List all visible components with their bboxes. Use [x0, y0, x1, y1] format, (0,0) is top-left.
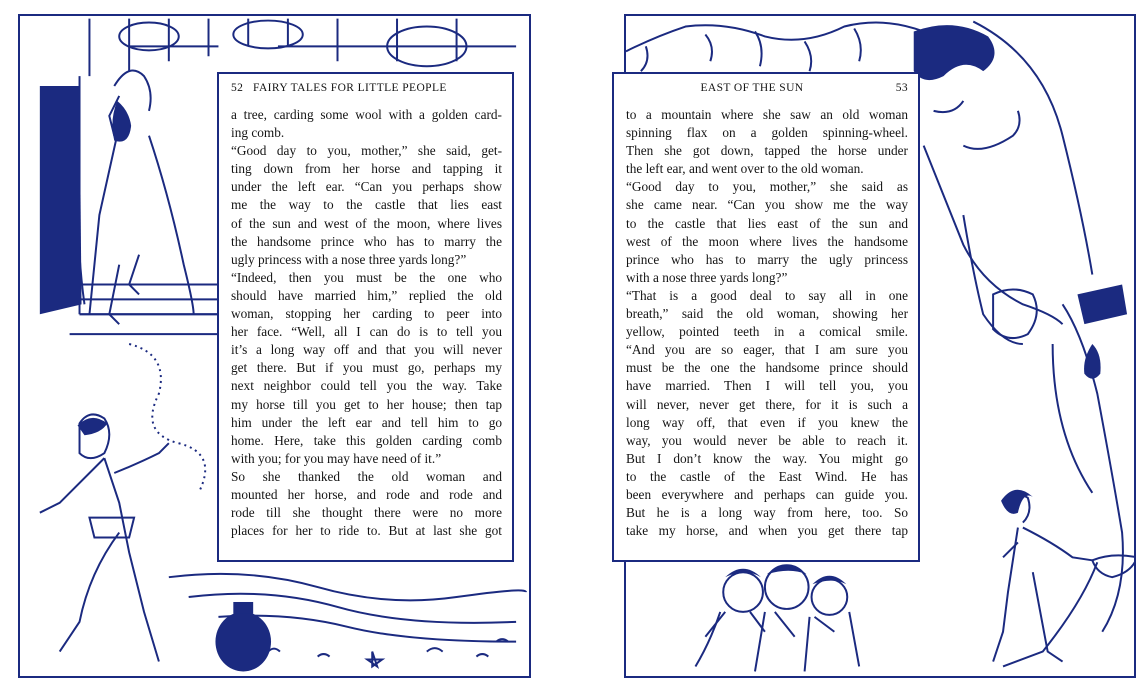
left-body-text: [231, 106, 502, 540]
running-head-title: EAST OF THE SUN: [700, 82, 804, 94]
text-line: spinning flax on a golden spinning-wheel.: [626, 125, 908, 141]
stone-wall-illustration: [89, 19, 516, 77]
text-line: breath,” said the old woman, showing her: [626, 306, 908, 322]
text-line: must be the one the handsome prince should: [626, 360, 908, 376]
text-line: But he is a long way from here, too. So: [626, 505, 908, 521]
text-line: way, you would never be able to reach it.: [626, 432, 908, 448]
text-line: So she thanked the old woman and: [231, 468, 502, 484]
text-line: “Indeed, then you must be the one who: [231, 269, 502, 285]
text-line: rode till she thought there were no more: [231, 505, 502, 521]
left-text-panel: [217, 72, 514, 562]
text-line: to the castle of the East Wind. He has: [626, 468, 908, 484]
right-running-header: [626, 82, 908, 98]
text-line: long way off, that even if you knew the: [626, 414, 908, 430]
text-line: to the castle that lies east of the sun and: [626, 215, 908, 231]
page-number: 52: [231, 82, 244, 94]
text-line: with you; for you may have need of it.”: [231, 450, 442, 466]
fist-illustration: [993, 289, 1037, 338]
text-line: me the way to the castle that lies east: [231, 197, 502, 213]
text-line: to a mountain where she saw an old woman: [626, 107, 908, 122]
text-line: the left ear, and went over to the old woman.: [626, 161, 864, 177]
text-line: But I don’t know the way. You might go: [626, 450, 908, 466]
dancing-boy-illustration: [40, 414, 169, 661]
bearded-man-illustration: [78, 71, 194, 325]
sand-trail-illustration: [129, 344, 205, 493]
text-line: Then she got down, tapped the horse under: [626, 143, 908, 159]
running-head-title: FAIRY TALES FOR LITTLE PEOPLE: [253, 82, 447, 94]
text-line: get there. But if you must go, perhaps my: [231, 360, 502, 376]
text-line: “That is a good deal to say all in one: [626, 287, 908, 303]
text-line: under the left ear. “Can you perhaps show: [231, 179, 502, 195]
text-line: of the sun and west of the moon, where lives: [231, 215, 502, 231]
lamp-illustration: [1092, 555, 1134, 577]
text-line: “Good day to you, mother,” she said, get-: [231, 143, 502, 159]
text-line: will never, never get there, for it is such a: [626, 396, 908, 412]
text-line: woman, stopping her carding to peer into: [231, 306, 502, 322]
text-line: the handsome prince who has to marry the: [231, 233, 502, 249]
page-number: 53: [895, 82, 908, 94]
three-little-men-illustration: [695, 565, 859, 671]
text-line: she came near. “Can you show me the way: [626, 197, 908, 213]
text-line: “And you are so eager, that I am sure you: [626, 342, 908, 358]
text-line: prince who has to marry the ugly princess: [626, 251, 908, 267]
left-running-header: [231, 82, 502, 98]
text-line: should have married him,” replied the old: [231, 287, 502, 303]
text-line: places for her to ride to. But at last she got: [231, 523, 502, 539]
text-line: been everywhere and perhaps can guide you.: [626, 486, 908, 502]
girl-with-lamp-illustration: [993, 494, 1092, 662]
text-line: ugly princess with a nose three yards long?”: [231, 251, 467, 267]
text-line: yellow, pointed teeth in a comical smile.: [626, 324, 908, 340]
text-line: next neighbor could tell you the way. Take: [231, 378, 502, 394]
text-line: west of the moon where lives the handsome: [626, 233, 908, 249]
right-page: [569, 0, 1138, 698]
text-line: ting down from her horse and tapping it: [231, 161, 502, 177]
right-text-panel: [612, 72, 920, 562]
text-line: with a nose three yards long?”: [626, 269, 788, 285]
text-line: a tree, carding some wool with a golden card-: [231, 107, 502, 122]
starfish-illustration: [367, 652, 382, 667]
text-line: ing comb.: [231, 125, 285, 141]
vine-illustration: [626, 23, 924, 72]
right-body-text: [626, 106, 908, 540]
jar-illustration: [215, 612, 271, 672]
text-line: home. Here, take this golden carding comb: [231, 432, 502, 448]
text-line: mounted her horse, and rode and rode and: [231, 486, 502, 502]
giant-belt-illustration: [1077, 284, 1127, 324]
text-line: him under the left ear and tell him to go: [231, 414, 502, 430]
text-line: my horse till you get to her house; then tap: [231, 396, 502, 412]
text-line: her face. “Well, all I can do is to tell you: [231, 324, 502, 340]
text-line: take my horse, and when you get there tap: [626, 523, 908, 539]
giant-illustration: [924, 22, 1123, 667]
text-line: have married. Then I will tell you, you: [626, 378, 908, 394]
text-line: “Good day to you, mother,” she said as: [626, 179, 908, 195]
text-line: it’s a long way off and that you will never: [231, 342, 502, 358]
steps-illustration: [80, 284, 219, 314]
